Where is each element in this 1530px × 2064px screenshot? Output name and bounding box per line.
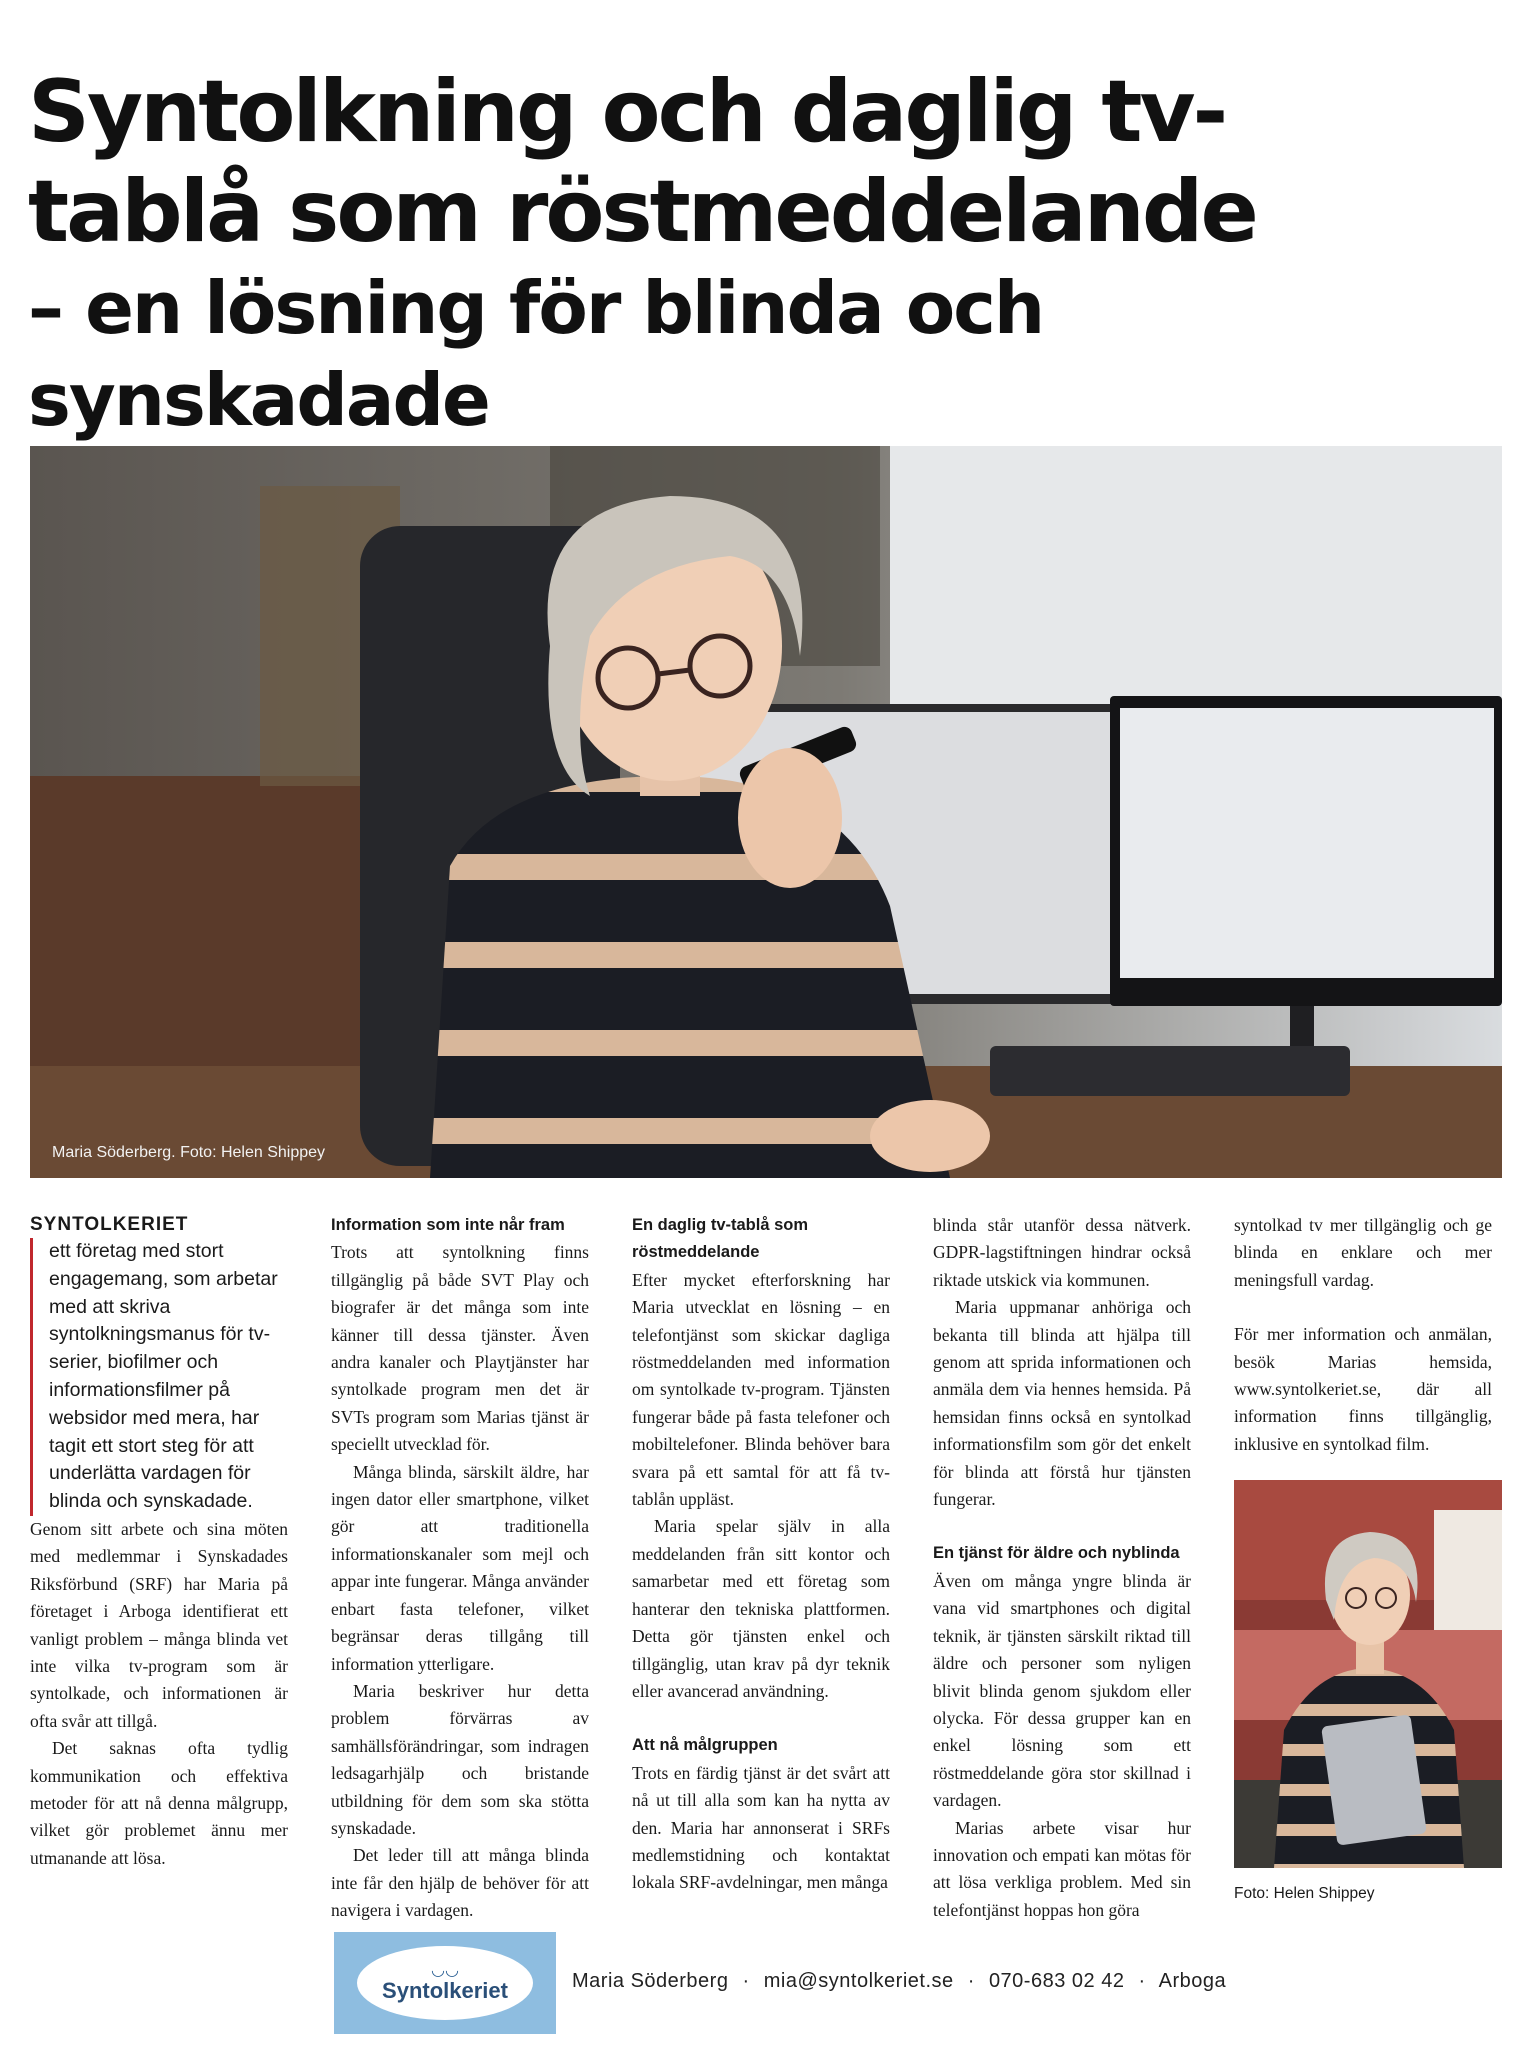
column-3	[632, 1212, 890, 1897]
lead-title: SYNTOLKERIET	[30, 1214, 189, 1235]
column-4	[933, 1212, 1191, 1924]
column-5	[1234, 1212, 1492, 1908]
separator: ·	[1138, 1970, 1146, 1992]
body-paragraph: syntolkad tv mer tillgänglig och ge blinda en enklare och mer meningsfull vardag.	[1234, 1215, 1492, 1290]
headline-line-1: Syntolkning och daglig tv-	[28, 62, 1226, 162]
body-paragraph: Maria spelar själv in alla meddelanden från sitt kontor och samarbetar med ett företag som hanterar den tekniska plattformen. Detta gör tjänsten enkel och tillgänglig, utan krav på dyr teknik eller avancerad användning.	[632, 1516, 890, 1701]
syntolkeriet-logo	[334, 1932, 556, 2034]
hero-caption: Maria Söderberg. Foto: Helen Shippey	[52, 1144, 326, 1161]
portrait-photo-illustration	[1234, 1480, 1502, 1868]
headline-line-2: tablå som röstmeddelande	[28, 162, 1256, 262]
logo-text: Syntolkeriet	[382, 1978, 508, 2003]
section-heading: Att nå målgruppen	[632, 1736, 778, 1755]
eyes-icon: ◡◡	[431, 1960, 459, 1979]
body-paragraph: Även om många yngre blinda är vana vid smartphones och digital teknik, är tjänsten särskilt riktad till äldre och personer som nyligen blivit blinda genom sjukdom eller olycka. För dessa grupper kan en enkel lösning som ett röstmeddelande göra stor skillnad i vardagen.	[933, 1570, 1191, 1811]
hero-photo	[30, 446, 1502, 1178]
separator: ·	[742, 1970, 750, 1992]
headline-line-3: – en lösning för blinda och synskadade	[28, 266, 1044, 442]
body-paragraph: Det saknas ofta tydlig kommunikation och effektiva metoder för att nå denna målgrupp, vilket gör problemet ännu mer utmanande att lösa.	[30, 1738, 288, 1868]
section-heading: Information som inte når fram	[331, 1216, 565, 1234]
column-1	[30, 1212, 288, 1872]
body-paragraph: Trots en färdig tjänst är det svårt att nå ut till alla som kan ha nytta av den. Maria har annonserat i SRFs medlemstidning och kontaktat lokala SRF-avdelningar, men många	[632, 1762, 890, 1893]
column-2	[331, 1212, 589, 1925]
portrait-photo	[1234, 1480, 1502, 1868]
headline	[28, 62, 1508, 446]
contact-city: Arboga	[1158, 1970, 1227, 1992]
hero-photo-illustration	[30, 446, 1502, 1178]
body-paragraph: Genom sitt arbete och sina möten med medlemmar i Synskadades Riksförbund (SRF) har Maria på företaget i Arboga identifierat ett vanligt problem – många blinda vet inte vilka tv-program som är syntolkade, och informationen är ofta svår att tillgå.	[30, 1518, 288, 1731]
body-paragraph: Marias arbete visar hur innovation och empati kan mötas för att lösa verkliga problem. Med sin telefontjänst hoppas hon göra	[933, 1817, 1191, 1920]
photo-credit: Foto: Helen Shippey	[1234, 1885, 1375, 1903]
contact-email[interactable]: mia@syntolkeriet.se	[763, 1970, 954, 1992]
lead-paragraph: ett företag med stort engagemang, som arbetar med att skriva syntolkningsmanus för tv-serier, biofilmer och informationsfilmer på websidor med mera, har tagit ett stort steg för att underlätta vardagen för blinda och synskadade.	[30, 1238, 288, 1516]
body-paragraph: Maria uppmanar anhöriga och bekanta till blinda att hjälpa till genom att sprida informationen och anmäla dem via hennes hemsida. På hemsidan finns också en syntolkad informationsfilm som gör det enkelt för blinda att förstå hur tjänsten fungerar.	[933, 1297, 1191, 1510]
body-paragraph: Många blinda, särskilt äldre, har ingen dator eller smartphone, vilket gör att traditionella informationskanaler som mejl och appar inte fungerar. Många använder enbart fasta telefoner, vilket begränsar deras tillgång till information ytterligare.	[331, 1461, 590, 1674]
contact-name: Maria Söderberg	[572, 1970, 729, 1992]
body-paragraph: Maria beskriver hur detta problem förvärras av samhällsförändringar, som indragen ledsagarhjälp och bristande utbildning för dem som ska stötta synskadade.	[331, 1680, 589, 1838]
body-paragraph: För mer information och anmälan, besök Marias hemsida, www.syntolkeriet.se, där all information finns tillgänglig, inklusive en syntolkad film.	[1234, 1324, 1492, 1454]
contact-line	[572, 1970, 1226, 1993]
section-heading: En daglig tv-tablå som röstmeddelande	[632, 1216, 809, 1262]
separator: ·	[967, 1970, 975, 1992]
logo-oval	[357, 1946, 533, 2020]
body-paragraph: Efter mycket efterforskning har Maria utvecklat en lösning – en telefontjänst som skickar dagliga röstmeddelanden med information om syntolkade tv-program. Tjänsten fungerar både på fasta telefoner och mobiltelefoner. Blinda behöver bara svara på ett samtal för att få tv-tablån uppläst.	[632, 1269, 890, 1510]
section-heading: En tjänst för äldre och nyblinda	[933, 1544, 1180, 1563]
body-paragraph: Det leder till att många blinda inte får den hjälp de behöver för att navigera i vardagen.	[331, 1845, 589, 1921]
body-paragraph: Trots att syntolkning finns tillgänglig på både SVT Play och biografer är det många som inte känner till dessa tjänster. Även andra kanaler och Playtjänster har syntolkade program men det är SVTs program som Marias tjänst är speciellt utvecklad för.	[331, 1242, 589, 1455]
body-paragraph: blinda står utanför dessa nätverk. GDPR-lagstiftningen hindrar också riktade utskick via kommunen.	[933, 1215, 1191, 1290]
contact-phone[interactable]: 070-683 02 42	[988, 1970, 1125, 1992]
